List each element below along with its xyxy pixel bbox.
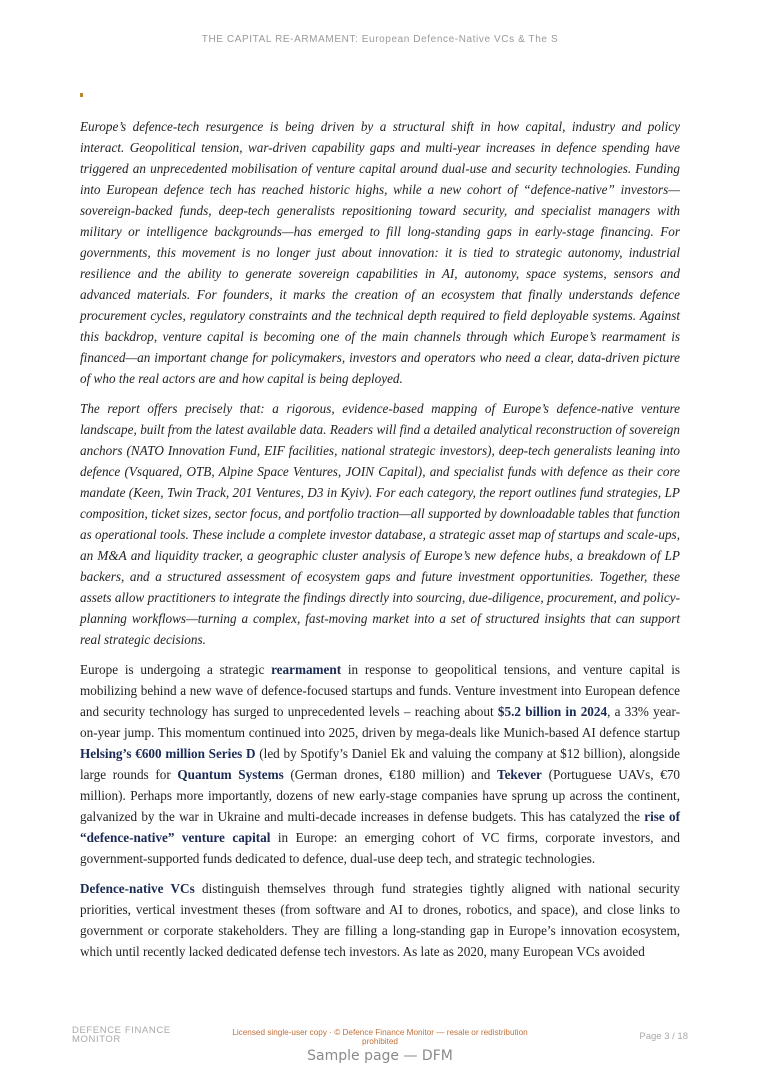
highlight-helsing: Helsing’s €600 million Series D <box>80 746 256 761</box>
highlight-defence-native-vc: rise of “defence-native” venture capital <box>80 809 680 845</box>
intro-paragraph-2: The report offers precisely that: a rigorous, evidence-based mapping of Europe’s defence-native venture landscape, built from the latest available data. Readers will find a detailed analytical reconstruction of sovereign anchors (NATO Innovation Fund, EIF facilities, national strategic investors), deep-tech generalists leaning into defence (Vsquared, OTB, Alpine Space Ventures, JOIN Capital), and specialist funds with defence as their core mandate (Keen, Twin Track, 201 Ventures, D3 in Kyiv). For each category, the report outlines fund strategies, LP composition, ticket sizes, sector focus, and portfolio traction—all supported by downloadable tables that function as operational tools. These include a complete investor database, a strategic asset map of startups and scale-ups, an M&A and liquidity tracker, a geographic cluster analysis of Europe’s new defence hubs, a breakdown of LP backers, and a structured assessment of ecosystem gaps and future investment opportunities. Together, these assets allow practitioners to integrate the findings directly into sourcing, due-diligence, procurement, and policy-planning workflows—turning a complex, fast-moving market into a set of structured insights that can support real strategic decisions. <box>80 401 680 647</box>
footer-brand <box>72 1026 212 1044</box>
paragraph-defence-native-vcs: Defence-native VCs distinguish themselves through fund strategies tightly aligned with national security priorities, vertical investment theses (from software and AI to drones, robotics, and space), and close links to government or corporate stakeholders. They are filling a long-standing gap in Europe’s innovation ecosystem, which until recently lacked dedicated defense tech investors. As late as 2020, many European VCs avoided <box>80 881 680 959</box>
footer-brand-line-1: DEFENCE FINANCE <box>72 1025 171 1036</box>
highlight-tekever: Tekever <box>496 767 542 782</box>
highlight-funding-2024: $5.2 billion in 2024 <box>497 704 608 719</box>
paragraph-rearmament: Europe is undergoing a strategic rearmament in response to geopolitical tensions, and venture capital is mobilizing behind a new wave of defence-focused startups and funds. Venture investment into European defence and security technology has surged to unprecedented levels – reaching about $5.2 billion in 2024, a 33% year-on-year jump. This momentum continued into 2025, driven by mega-deals like Munich-based AI defence startup Helsing’s €600 million Series D (led by Spotify’s Daniel Ek and valuing the company at $12 billion), alongside large rounds for Quantum Systems (German drones, €180 million) and Tekever (Portuguese UAVs, €70 million). Perhaps more importantly, dozens of new early-stage companies have sprung up across the continent, galvanized by the war in Ukraine and multi-decade increases in defense budgets. This has catalyzed the rise of “defence-native” venture capital in Europe: an emerging cohort of VC firms, corporate investors, and government-supported funds dedicated to defence, dual-use deep tech, and strategic technologies. <box>80 662 681 866</box>
page-number: Page 3 / 18 <box>639 1031 688 1042</box>
section-marker <box>80 93 83 97</box>
running-header: THE CAPITAL RE-ARMAMENT: European Defence-Native VCs & The S <box>201 34 559 45</box>
sample-stamp: Sample page — DFM <box>307 1048 453 1064</box>
footer-brand-line-2: MONITOR <box>72 1034 121 1045</box>
highlight-rearmament: rearmament <box>271 662 342 677</box>
footer-license: Licensed single-user copy · © Defence Finance Monitor — resale or redistribution prohibited <box>232 1028 528 1046</box>
intro-paragraph-1: Europe’s defence-tech resurgence is being driven by a structural shift in how capital, industry and policy interact. Geopolitical tension, war-driven capability gaps and multi-year increases in defence spending have triggered an unprecedented mobilisation of venture capital around dual-use and security technologies. Funding into European defence tech has reached historic highs, while a new cohort of “defence-native” investors—sovereign-backed funds, deep-tech generalists repositioning toward security, and specialist managers with military or intelligence backgrounds—has emerged to fill long-standing gaps in early-stage financing. For governments, this movement is no longer just about innovation: it is tied to strategic autonomy, industrial resilience and the ability to generate sovereign capabilities in AI, autonomy, space systems, sensors and advanced materials. For founders, it marks the creation of an ecosystem that finally understands defence procurement cycles, regulatory constraints and the technical depth required to field deployable systems. Against this backdrop, venture capital is becoming one of the main channels through which Europe’s rearmament is financed—an important change for policymakers, investors and operators who need a clear, data-driven picture of who the real actors are and how capital is being deployed. <box>80 119 680 386</box>
highlight-defence-native-vcs: Defence-native VCs <box>80 881 195 896</box>
body-text <box>80 116 680 971</box>
highlight-quantum-systems: Quantum Systems <box>177 767 284 782</box>
